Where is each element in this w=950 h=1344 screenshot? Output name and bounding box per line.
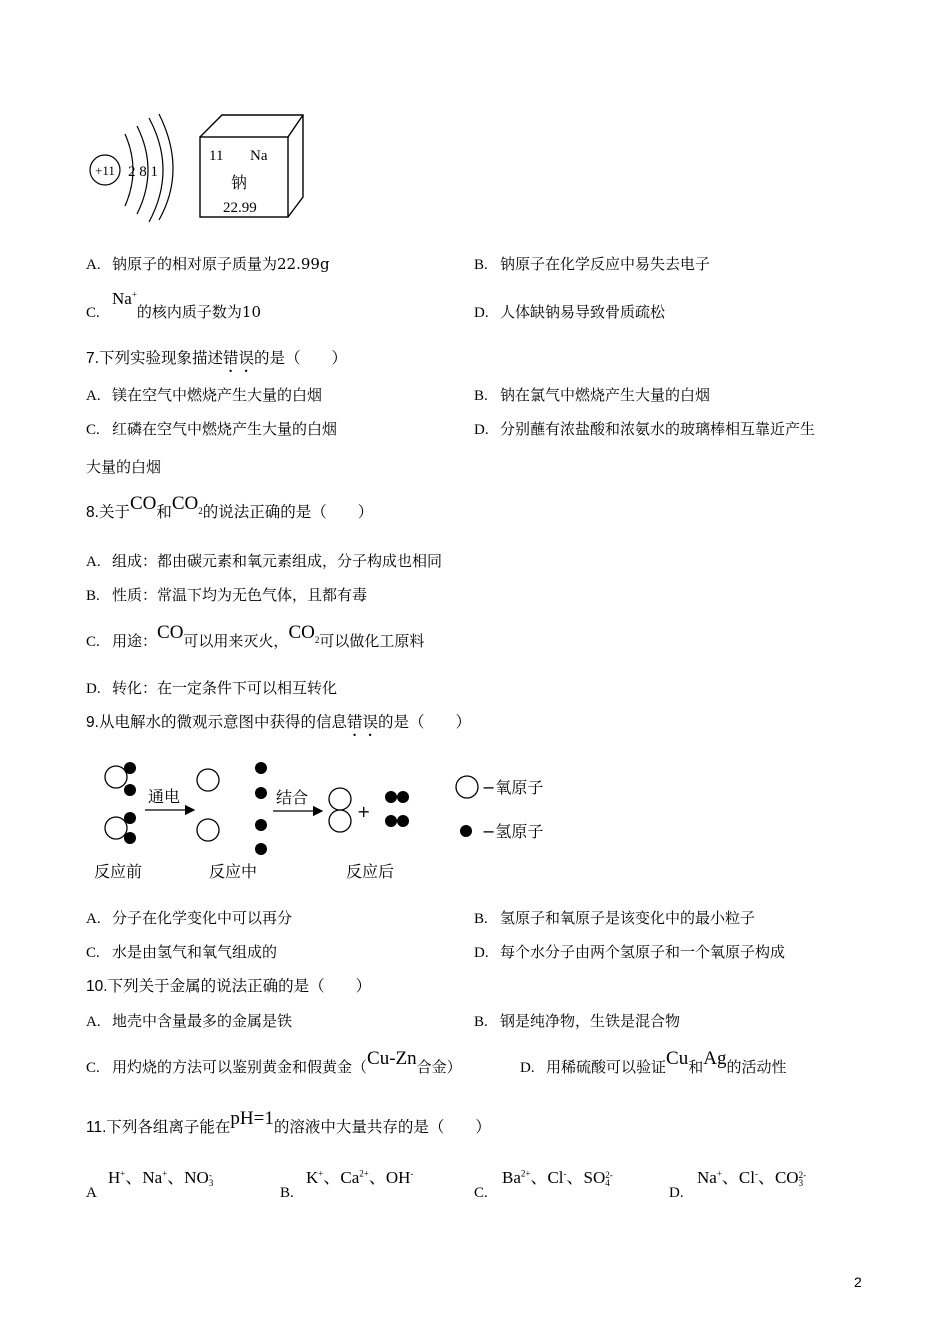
q9-option-d[interactable]: D. 每个水分子由两个氢原子和一个氧原子构成 — [474, 943, 786, 961]
caption-after: 反应后 — [346, 862, 395, 881]
plus-sign: + — [357, 802, 371, 821]
oxygen-molecule — [329, 810, 351, 832]
q11-option-a[interactable]: AH+、Na+、NO - 3 — [86, 1168, 214, 1201]
legend-oxygen-symbol — [456, 776, 478, 798]
q10-option-d[interactable]: D. 用稀硫酸可以验证Cu和Ag的活动性 — [520, 1048, 787, 1076]
q7-option-b[interactable]: B. 钠在氯气中燃烧产生大量的白烟 — [474, 386, 711, 404]
q11-option-c[interactable]: $C.Ba^{2+}$、Cl-、SO 2- 4 — [474, 1168, 613, 1201]
q9-option-a[interactable]: A. 分子在化学变化中可以再分 — [86, 909, 293, 927]
q8-option-d[interactable]: D. 转化：在一定条件下可以相互转化 — [86, 679, 338, 697]
option-text: 钠原子在化学反应中易失去电子 — [500, 255, 711, 273]
ion-list: K+、$Ca^{2+}$、OH- — [306, 1168, 414, 1187]
q6-option-b[interactable] — [474, 253, 710, 274]
q8-stem: 8.关于CO和$CO_2$的说法正确的是（ ） — [86, 493, 374, 521]
page-number: 2 — [854, 1274, 862, 1290]
option-label: D. — [474, 305, 489, 321]
sodium-figure — [85, 112, 315, 222]
q6-option-a[interactable] — [86, 253, 330, 274]
hydrogen-atom — [255, 819, 267, 831]
hydrogen-atom — [255, 787, 267, 799]
water-molecule-2 — [105, 812, 136, 844]
formula-co2: $CO_2$ — [288, 622, 320, 645]
q7-option-d[interactable]: D. 分别蘸有浓盐酸和浓氨水的玻璃棒相互靠近产生 — [474, 420, 816, 438]
q10-option-b[interactable]: B. 钢是纯净物，生铁是混合物 — [474, 1012, 681, 1030]
arrow-2-label: 结合 — [276, 788, 309, 807]
q9-stem: 9.从电解水的微观示意图中获得的信息错误的是（ ） — [86, 713, 471, 731]
q11-stem: 11.下列各组离子能在pH=1的溶液中大量共存的是（ ） — [86, 1108, 491, 1136]
formula-cu: Cu — [666, 1048, 689, 1069]
option-label: A. — [86, 257, 101, 273]
option-label: B. — [474, 257, 488, 273]
q9-option-b[interactable]: B. 氢原子和氧原子是该变化中的最小粒子 — [474, 909, 756, 927]
q10-option-c[interactable]: C. 用灼烧的方法可以鉴别黄金和假黄金（Cu-Zn合金） — [86, 1048, 462, 1076]
arrow-1-label: 通电 — [148, 787, 181, 806]
emphasis-text: 错误 — [346, 713, 378, 731]
oxygen-atom — [197, 819, 219, 841]
q7-option-c[interactable]: C. 红磷在空气中燃烧产生大量的白烟 — [86, 420, 338, 438]
hydrogen-atom — [255, 762, 267, 774]
caption-during: 反应中 — [209, 862, 258, 881]
hydrogen-atom — [255, 843, 267, 855]
q6-option-d[interactable] — [474, 301, 665, 322]
formula-co: CO — [129, 493, 157, 514]
emphasis-text: 错误 — [222, 349, 254, 367]
q11-option-d[interactable]: D.Na+、Cl-、CO 2- 3 — [669, 1168, 807, 1201]
formula-na: Na+ — [112, 289, 137, 308]
option-text: 的核内质子数为10 — [136, 303, 261, 321]
q7-option-d-cont: 大量的白烟 — [86, 458, 162, 476]
q10-stem: 10.下列关于金属的说法正确的是（ ） — [86, 977, 372, 995]
option-text: 人体缺钠易导致骨质疏松 — [500, 303, 666, 321]
option-label: C. — [86, 305, 100, 321]
option-text: 钠原子的相对原子质量为22.99g — [112, 255, 330, 273]
q7-stem: 7.下列实验现象描述错误的是（ ） — [86, 349, 347, 367]
hydrogen-molecule — [385, 791, 397, 803]
ion-list: $Ba^{2+}$、Cl-、SO 2- 4 — [502, 1168, 613, 1189]
element-symbol: Na — [250, 148, 268, 164]
caption-before: 反应前 — [94, 862, 143, 881]
legend-oxygen: −氧原子 — [482, 778, 544, 797]
hydrogen-molecule — [397, 815, 409, 827]
atomic-number: 11 — [209, 148, 224, 164]
oxygen-atom — [197, 769, 219, 791]
q8-option-a[interactable]: A. 组成：都由碳元素和氧元素组成，分子构成也相同 — [86, 552, 443, 570]
q10-option-a[interactable]: A. 地壳中含量最多的金属是铁 — [86, 1012, 293, 1030]
formula-co2: $CO_2$ — [171, 493, 203, 516]
q8-option-b[interactable]: B. 性质：常温下均为无色气体，且都有毒 — [86, 586, 368, 604]
formula-cu-zn: Cu-Zn — [367, 1048, 417, 1069]
legend-hydrogen-symbol — [460, 825, 472, 837]
q6-option-c[interactable] — [86, 289, 261, 321]
shell-arc-4 — [159, 114, 173, 220]
formula-ph: pH=1 — [230, 1108, 274, 1129]
element-name: 钠 — [231, 173, 248, 192]
formula-co: CO — [157, 622, 184, 643]
shell-electrons: 2 8 1 — [128, 164, 158, 180]
q8-option-c[interactable]: C. 用途：CO可以用来灭火，$CO_2$可以做化工原料 — [86, 622, 425, 650]
atomic-mass: 22.99 — [223, 200, 257, 216]
electrolysis-diagram — [90, 755, 570, 890]
ion-list: H+、Na+、NO - 3 — [108, 1168, 214, 1189]
ion-list: Na+、Cl-、CO 2- 3 — [697, 1168, 807, 1189]
legend-hydrogen: −氢原子 — [482, 822, 544, 841]
nucleus-label: +11 — [95, 163, 115, 178]
hydrogen-molecule — [385, 815, 397, 827]
formula-ag: Ag — [703, 1048, 727, 1069]
hydrogen-molecule — [397, 791, 409, 803]
q9-option-c[interactable]: C. 水是由氢气和氧气组成的 — [86, 943, 278, 961]
q11-option-b[interactable]: B.K+、$Ca^{2+}$、OH- — [280, 1168, 414, 1201]
q7-option-a[interactable]: A. 镁在空气中燃烧产生大量的白烟 — [86, 386, 323, 404]
water-molecule-1 — [105, 762, 136, 796]
oxygen-molecule — [329, 788, 351, 810]
